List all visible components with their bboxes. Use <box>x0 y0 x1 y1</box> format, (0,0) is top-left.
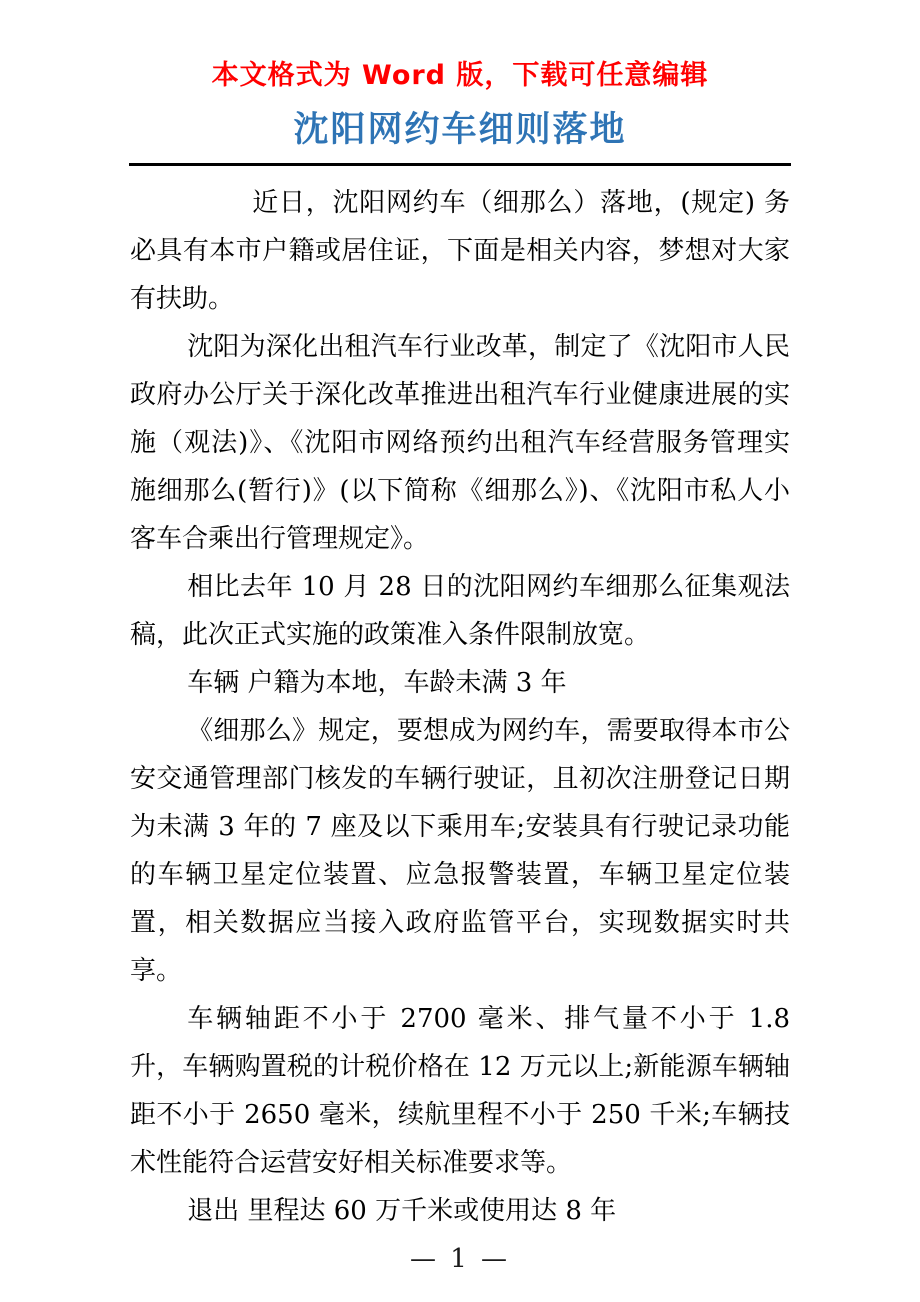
paragraph: 近日，沈阳网约车（细那么）落地，(规定) 务必具有本市户籍或居住证，下面是相关内容，梦想对大家有扶助。 <box>130 188 790 314</box>
format-notice: 本文格式为 Word 版，下载可任意编辑 <box>211 60 709 91</box>
document-body <box>130 166 790 1235</box>
paragraph: 车辆 户籍为本地，车龄未满 3 年 <box>187 668 567 698</box>
document-title: 沈阳网约车细则落地 <box>293 109 627 150</box>
paragraph: 沈阳为深化出租汽车行业改革，制定了《沈阳市人民政府办公厅关于深化改革推进出租汽车行业健康进展的实施（观法)》、《沈阳市网络预约出租汽车经营服务管理实施细那么(暂行)》(以下简称《细那么》)、《沈阳市私人小客车合乘出行管理规定》。 <box>130 332 790 554</box>
page-number: — 1 — <box>409 1244 511 1274</box>
paragraph: 退出 里程达 60 万千米或使用达 8 年 <box>187 1196 617 1226</box>
paragraph: 《细那么》规定，要想成为网约车，需要取得本市公安交通管理部门核发的车辆行驶证，且初次注册登记日期为未满 3 年的 7 座及以下乘用车;安装具有行驶记录功能的车辆卫星定位装置、应急报警装置，车辆卫星定位装置，相关数据应当接入政府监管平台，实现数据实时共享。 <box>130 716 790 986</box>
paragraph: 车辆轴距不小于 2700 毫米、排气量不小于 1.8 升，车辆购置税的计税价格在 12 万元以上;新能源车辆轴距不小于 2650 毫米，续航里程不小于 250 千米;车辆技术性能符合运营安好相关标准要求等。 <box>130 1004 790 1178</box>
paragraph: 相比去年 10 月 28 日的沈阳网约车细那么征集观法稿，此次正式实施的政策准入条件限制放宽。 <box>130 572 790 650</box>
